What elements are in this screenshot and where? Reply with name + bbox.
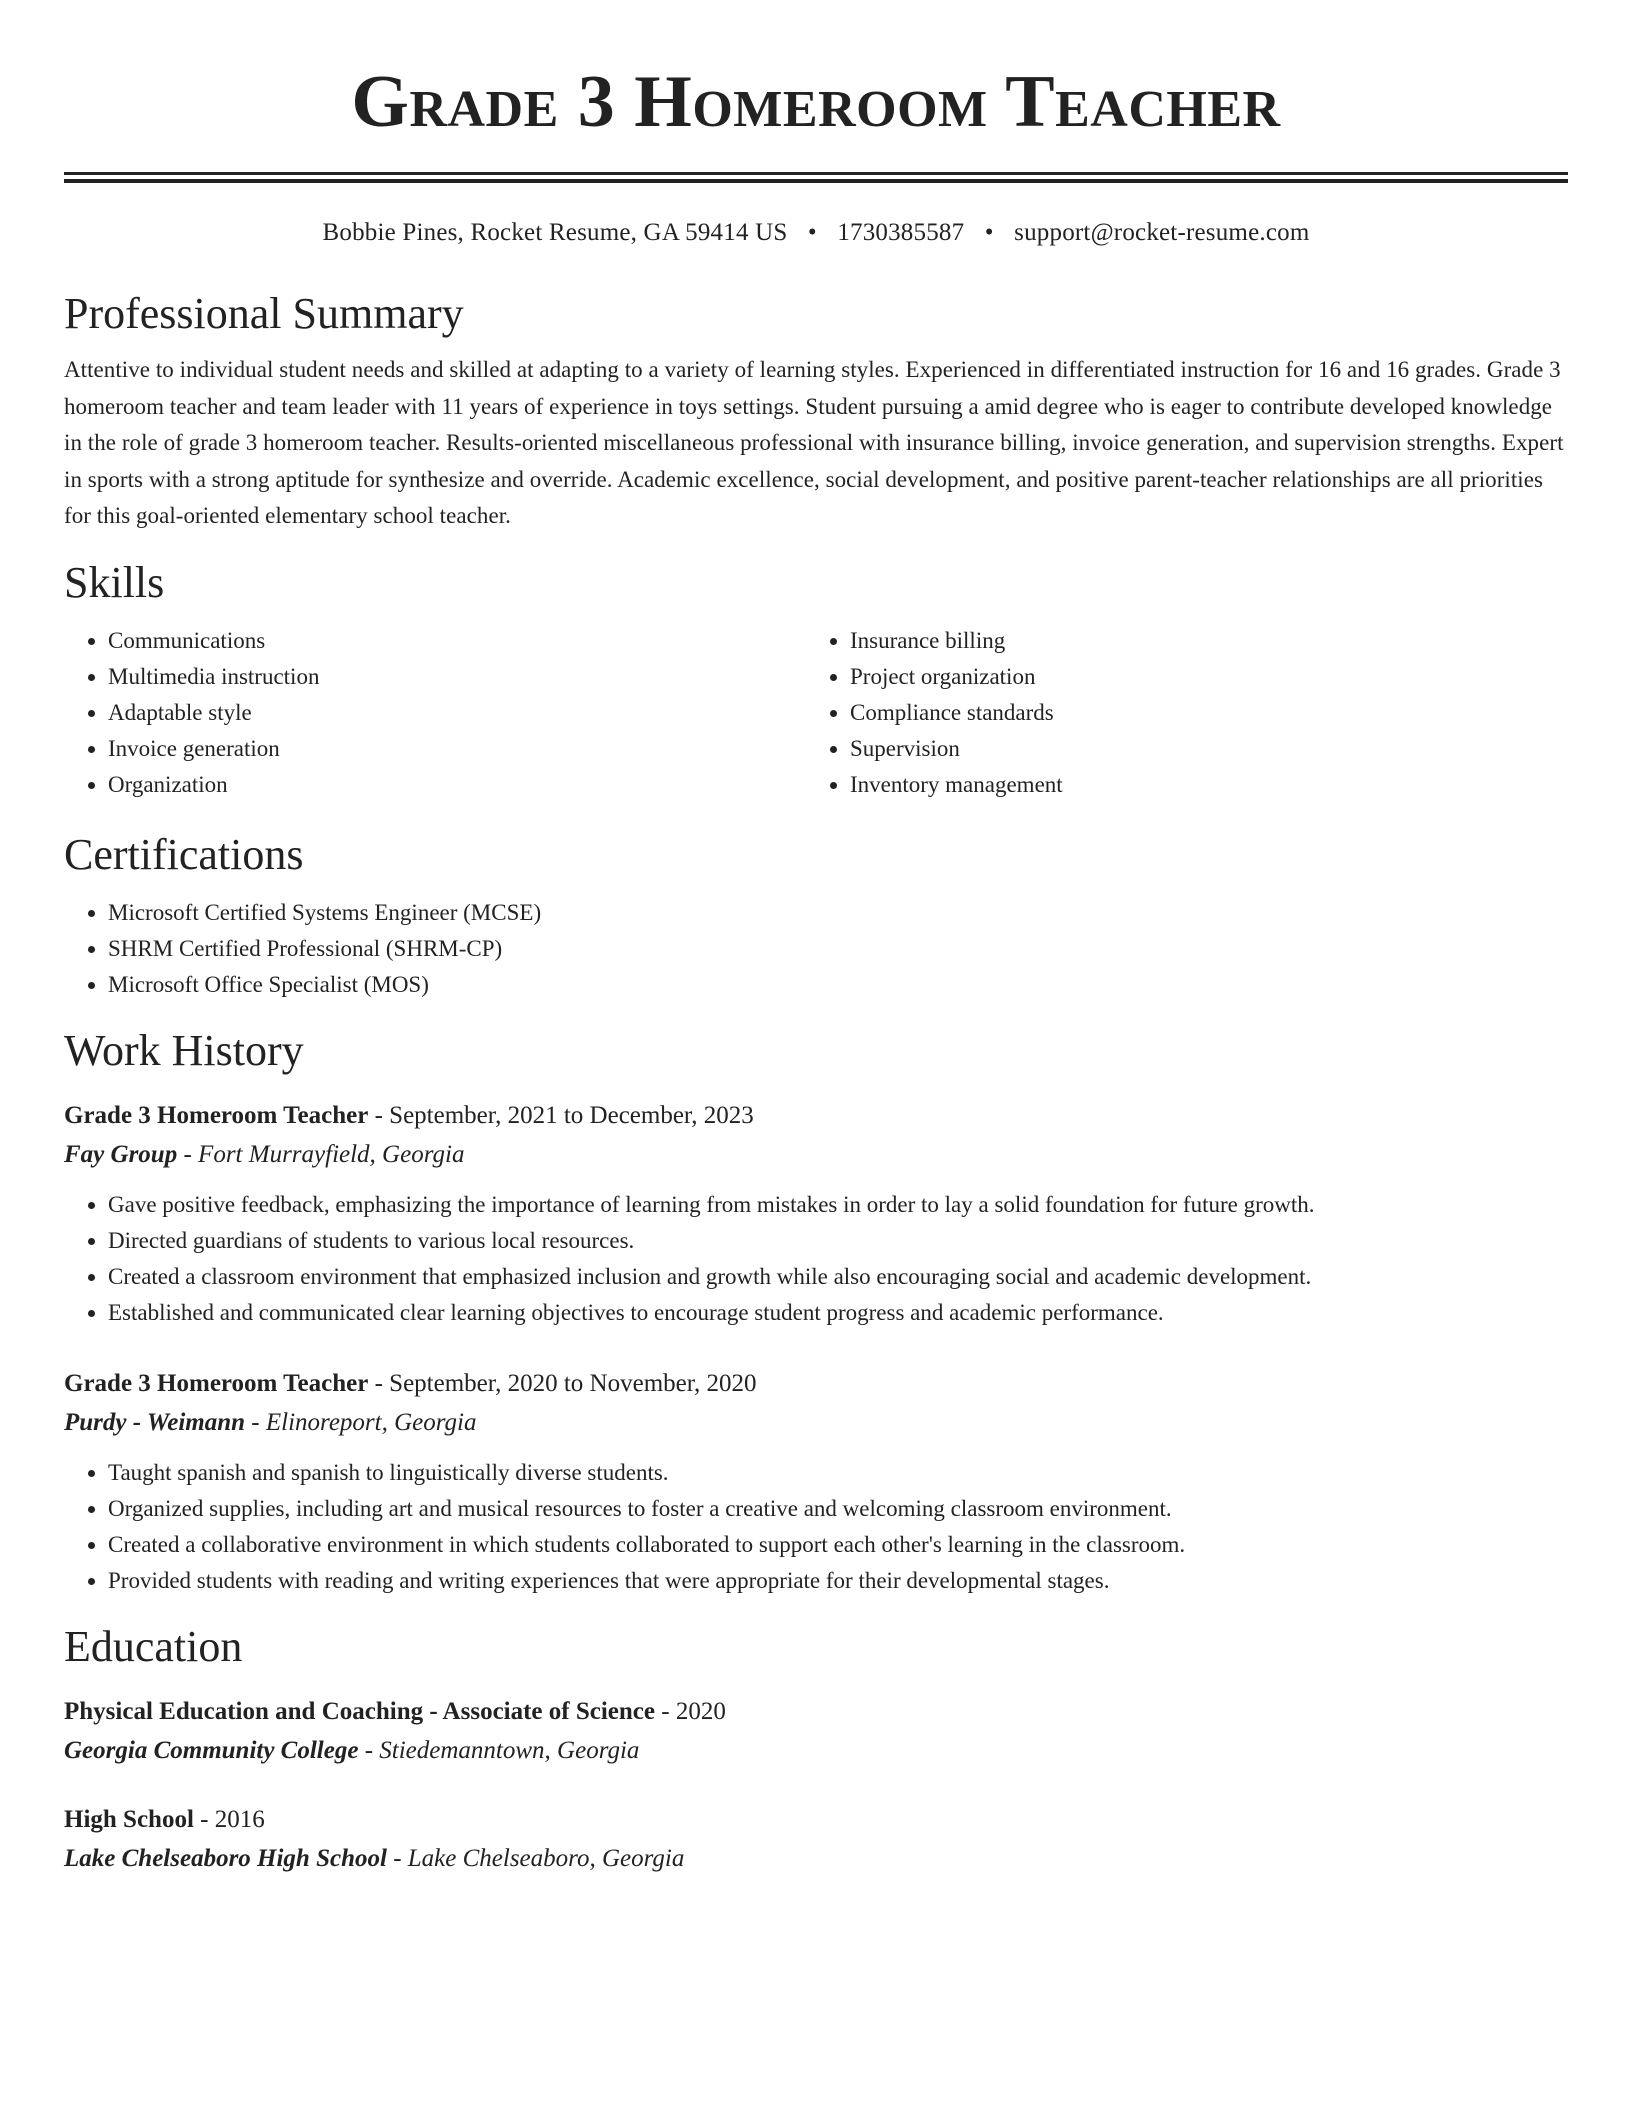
title-divider xyxy=(64,172,1568,183)
job-bullet: • Created a collaborative environment in which students collaborated to support each other's learning in the classroom. xyxy=(108,1527,1568,1563)
job-bullet: • Established and communicated clear learning objectives to encourage student progress and academic performance. xyxy=(108,1295,1568,1331)
skill-item: • Adaptable style xyxy=(108,695,806,731)
certifications-heading: Certifications xyxy=(64,829,304,879)
degree-line xyxy=(64,1801,1568,1839)
school-location: - Lake Chelseaboro, Georgia xyxy=(386,1844,685,1872)
skill-item: • Multimedia instruction xyxy=(108,659,806,695)
job-title-line xyxy=(64,1365,1568,1403)
skills-column-left xyxy=(64,623,806,803)
skill-item: • Supervision xyxy=(850,731,1548,767)
contact-separator: • xyxy=(984,219,994,246)
job-bullet: • Taught spanish and spanish to linguistically diverse students. xyxy=(108,1455,1568,1491)
skills-column-right xyxy=(806,623,1548,803)
company-name: Fay Group xyxy=(64,1140,178,1168)
contact-line xyxy=(64,218,1568,248)
job-bullet: • Created a classroom environment that emphasized inclusion and growth while also encouraging social and academic development. xyxy=(108,1259,1568,1295)
certification-item: • Microsoft Certified Systems Engineer (MCSE) xyxy=(108,895,1568,931)
skills-list-left xyxy=(64,623,806,803)
degree-name: Physical Education and Coaching - Associate of Science xyxy=(64,1697,655,1725)
skill-item: • Invoice generation xyxy=(108,731,806,767)
education-entry xyxy=(64,1801,1568,1879)
skill-item: • Project organization xyxy=(850,659,1548,695)
job-dates: - September, 2020 to November, 2020 xyxy=(368,1369,757,1397)
education-heading: Education xyxy=(64,1621,243,1671)
skill-item: • Communications xyxy=(108,623,806,659)
job-title: Grade 3 Homeroom Teacher xyxy=(64,1101,369,1129)
company-line xyxy=(64,1403,1568,1443)
resume-title: Grade 3 Homeroom Teacher xyxy=(351,61,1281,143)
work-history-heading: Work History xyxy=(64,1025,304,1075)
degree-year: - 2020 xyxy=(655,1697,726,1725)
skills-grid xyxy=(64,623,1568,803)
contact-separator: • xyxy=(807,219,817,246)
company-location: - Elinoreport, Georgia xyxy=(245,1408,477,1436)
summary-text: Attentive to individual student needs and skilled at adapting to a variety of learning styles. Experienced in differentiated instruction for 16 and 16 grades. Grade 3 homeroom teacher and team leader with 11 years of experience in toys settings. Student pursuing a amid degree who is eager to contribute developed knowledge in the role of grade 3 homeroom teacher. Results-oriented miscellaneous professional with insurance billing, invoice generation, and supervision strengths. Expert in sports with a strong aptitude for synthesize and override. Academic excellence, social development, and positive parent-teacher relationships are all priorities for this goal-oriented elementary school teacher. xyxy=(64,357,1564,528)
company-location: - Fort Murrayfield, Georgia xyxy=(177,1140,465,1168)
skills-heading: Skills xyxy=(64,557,165,607)
skill-item: • Compliance standards xyxy=(850,695,1548,731)
job-bullets xyxy=(64,1187,1568,1331)
education-entry xyxy=(64,1693,1568,1771)
contact-phone: 1730385587 xyxy=(837,219,965,246)
certification-item: • SHRM Certified Professional (SHRM-CP) xyxy=(108,931,1568,967)
skill-item: • Insurance billing xyxy=(850,623,1548,659)
degree-name: High School xyxy=(64,1805,194,1833)
certification-item: • Microsoft Office Specialist (MOS) xyxy=(108,967,1568,1003)
degree-line xyxy=(64,1693,1568,1731)
contact-email[interactable]: support@rocket-resume.com xyxy=(1014,219,1310,246)
school-name: Georgia Community College xyxy=(64,1736,359,1764)
school-line xyxy=(64,1731,1568,1771)
certifications-list xyxy=(64,895,1568,1003)
school-location: - Stiedemanntown, Georgia xyxy=(358,1736,640,1764)
degree-year: - 2016 xyxy=(193,1805,265,1833)
job-entry xyxy=(64,1365,1568,1599)
contact-address: Bobbie Pines, Rocket Resume, GA 59414 US xyxy=(322,219,788,246)
job-bullet: • Organized supplies, including art and musical resources to foster a creative and welcoming classroom environment. xyxy=(108,1491,1568,1527)
job-bullet: • Directed guardians of students to various local resources. xyxy=(108,1223,1568,1259)
company-line xyxy=(64,1135,1568,1175)
skill-item: • Organization xyxy=(108,767,806,803)
company-name: Purdy - Weimann xyxy=(64,1408,246,1436)
skills-list-right xyxy=(806,623,1548,803)
job-bullets xyxy=(64,1455,1568,1599)
job-bullet: • Gave positive feedback, emphasizing the importance of learning from mistakes in order to lay a solid foundation for future growth. xyxy=(108,1187,1568,1223)
job-bullet: • Provided students with reading and writing experiences that were appropriate for their developmental stages. xyxy=(108,1563,1568,1599)
summary-heading: Professional Summary xyxy=(64,289,464,338)
job-dates: - September, 2021 to December, 2023 xyxy=(368,1101,754,1129)
job-title: Grade 3 Homeroom Teacher xyxy=(64,1369,369,1397)
school-name: Lake Chelseaboro High School xyxy=(64,1844,387,1872)
job-entry xyxy=(64,1097,1568,1331)
skill-item: • Inventory management xyxy=(850,767,1548,803)
job-title-line xyxy=(64,1097,1568,1135)
school-line xyxy=(64,1839,1568,1879)
